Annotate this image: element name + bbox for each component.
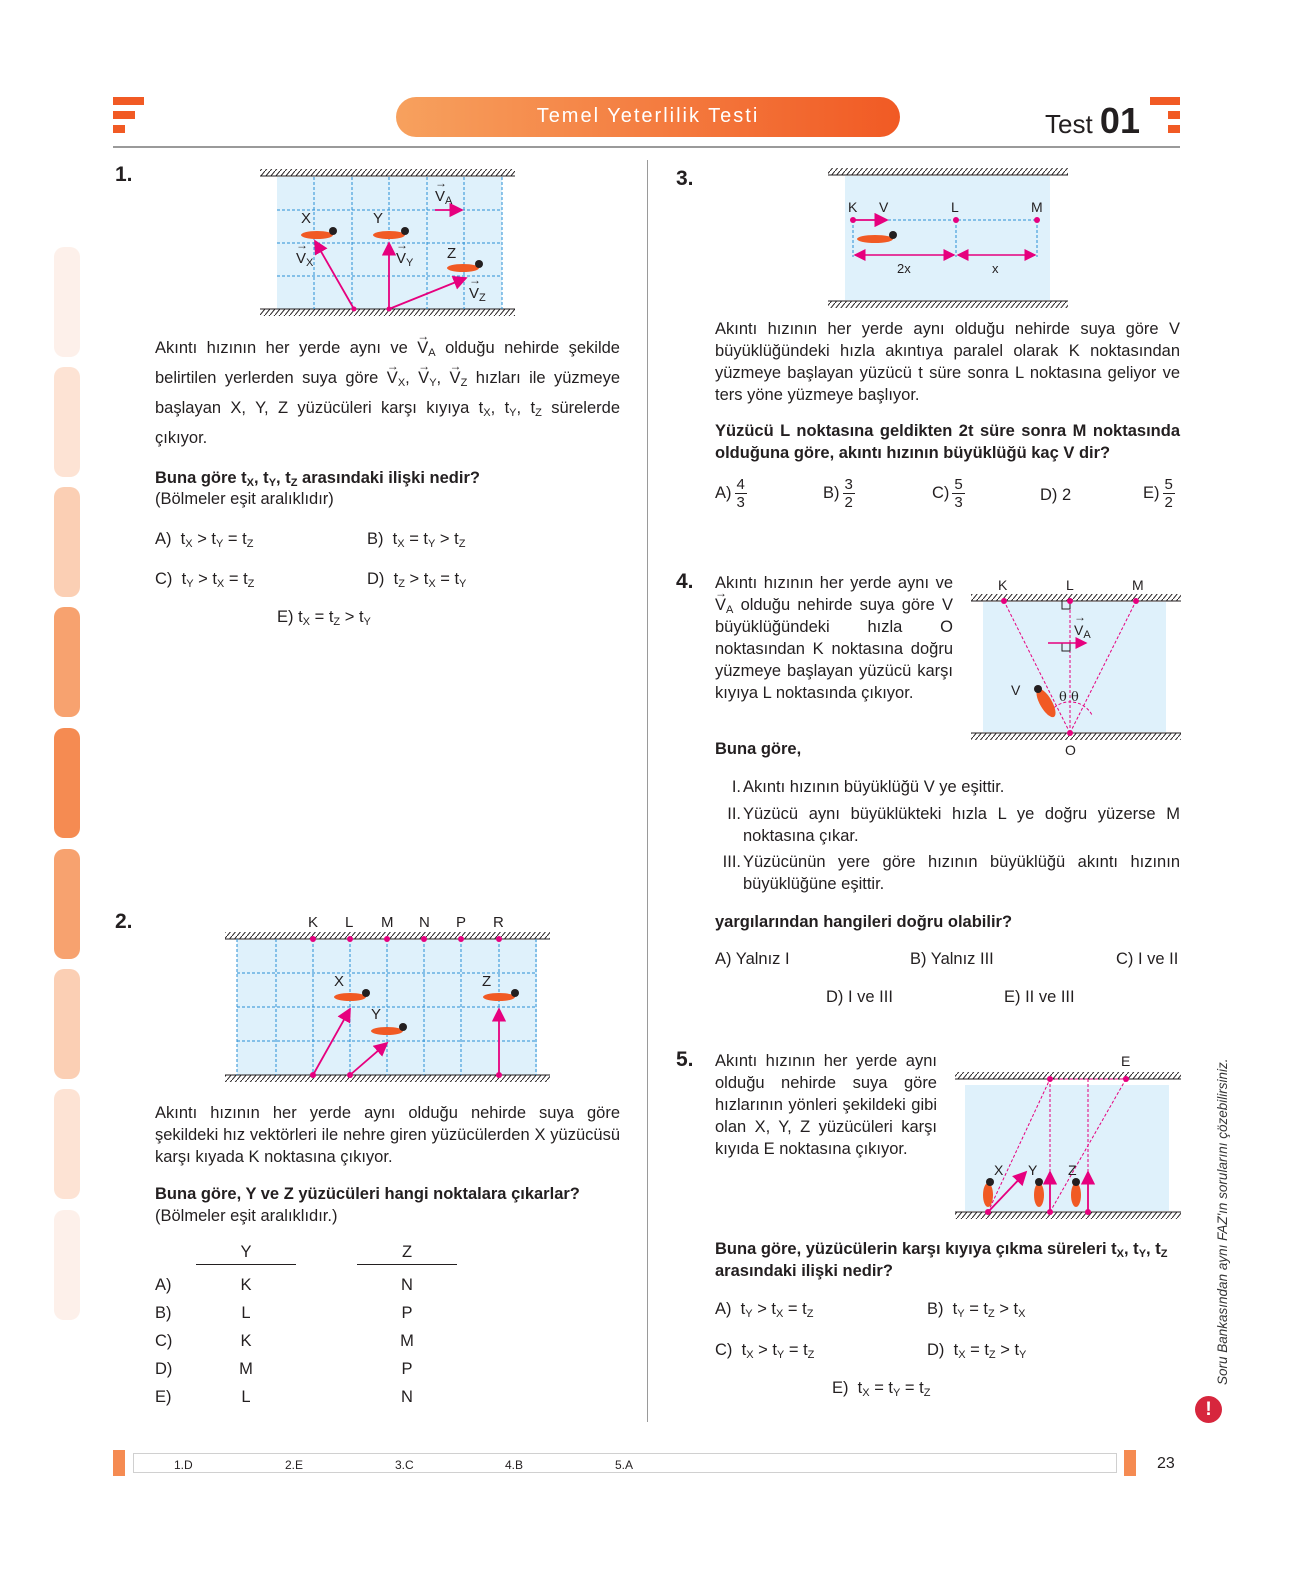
q4-text-c: olduğu nehirde suya (740, 596, 895, 614)
q2-point-p: P (456, 914, 467, 931)
q5-swimmer-x: X (994, 1162, 1004, 1178)
q2-swimmer-z: Z (482, 973, 492, 990)
q2-col-y: Y (196, 1243, 296, 1265)
q4-statement-3: Yüzücünün yere göre hızının büyüklüğü akıntı hızının büyüklüğüne eşittir. (743, 853, 1180, 893)
header-rule (113, 146, 1180, 148)
q2-point-m: M (381, 914, 394, 931)
q3-option-e-den: 2 (1164, 494, 1173, 511)
q2-option-e-y: L (241, 1388, 251, 1406)
q1-va-symbol: → V (435, 188, 445, 205)
q2-option-d-label: D) (155, 1360, 173, 1378)
q2-question: Buna göre, Y ve Z yüzücüleri hangi noktalara çıkarlar? (155, 1185, 580, 1203)
q2-point-k: K (308, 914, 319, 931)
q4-text: Akıntı hızının her yerde aynı ve → $V_A$ olduğu nehirde suya göre V büyüklüğündeki hızla O noktasından K noktasına doğru yüzmeye başlayan yüzücü karşı kıyıya L noktasında çıkıyor. (715, 572, 953, 704)
q4-number: 4. (676, 570, 694, 593)
q1-option-e-label: E) (277, 608, 294, 626)
answer-5: 5.A (615, 1458, 634, 1472)
q3-option-e[interactable] (1143, 476, 1175, 511)
q1-text-d: hızları ile yüzmeye (475, 369, 621, 387)
q4-va-symbol: → V (1074, 622, 1083, 638)
q2-swimmer-y: Y (371, 1006, 382, 1023)
logo-right (1150, 97, 1182, 137)
q1-label-vx: → $V_X$ (296, 250, 313, 267)
q3-distance-x: x (992, 261, 999, 276)
q5-option-b[interactable]: B) $t_Y = t_Z > t_X$ (927, 1300, 1026, 1320)
q3-option-b-num: 3 (844, 476, 853, 493)
q4-statement-1-num: I. (731, 778, 741, 796)
q3-option-b-den: 2 (844, 494, 853, 511)
q3-option-c-label: C) (932, 483, 950, 502)
q5-number: 5. (676, 1048, 694, 1071)
alert-icon: ! (1195, 1396, 1222, 1423)
page-number: 23 (1157, 1455, 1175, 1472)
test-number: 01 (1099, 100, 1140, 141)
side-tab (54, 969, 80, 1079)
q5-question: Buna göre, yüzücülerin karşı kıyıya çıkma süreleri $t_X$, $t_Y$, $t_Z$ arasındaki ilişki nedir? (715, 1240, 1168, 1280)
q5-swimmer-z: Z (1068, 1162, 1077, 1178)
q1-option-c[interactable]: C) $t_Y > t_X = t_Z$ (155, 570, 255, 590)
side-note: Soru Bankasından aynı FAZ'ın sorularını çözebilirsiniz. (1215, 1058, 1230, 1385)
q4-label-theta: θ θ (1059, 690, 1079, 705)
q4-option-a[interactable]: A) Yalnız I (715, 950, 790, 968)
q5-option-e-label: E) (832, 1379, 849, 1397)
q5-option-e[interactable]: E) $t_X = t_Y = t_Z$ (832, 1379, 931, 1399)
q2-swimmer-x: X (334, 973, 345, 990)
answer-3: 3.C (395, 1458, 414, 1472)
q4-option-c[interactable]: C) I ve II (1116, 950, 1179, 968)
q3-option-a[interactable] (715, 476, 747, 511)
q4-option-b[interactable]: B) Yalnız III (910, 950, 994, 968)
footer-left-bar (113, 1450, 125, 1476)
side-tab (54, 247, 80, 357)
q1-label-z: Z (447, 245, 457, 262)
q5-text: Akıntı hızının her yerde aynı olduğu nehirde suya göre hızlarının yönleri şekildeki gibi olan X, Y, Z yüzücüleri karşı kıyıda E noktasına çıkıyor. (715, 1052, 937, 1158)
q5-option-a[interactable]: A) $t_Y > t_X = t_Z$ (715, 1300, 814, 1320)
q5-option-d[interactable]: D) $t_X = t_Z > t_Y$ (927, 1341, 1027, 1361)
q2-point-l: L (345, 914, 354, 931)
q5-option-c[interactable]: C) $t_X > t_Y = t_Z$ (715, 1341, 815, 1361)
q4-text-d: göre V büyüklüğündeki hızla O noktasından K noktasına doğru yüzmeye başlayan yüzücü karşı kıyıya L noktasında çıkıyor. (715, 596, 953, 702)
q1-option-a[interactable]: A) $t_X > t_Y = t_Z$ (155, 530, 254, 550)
q3-question: Yüzücü L noktasına geldikten 2t süre sonra M noktasında olduğuna göre, akıntı hızının büyüklüğü kaç V dir? (715, 422, 1180, 462)
q3-option-e-label: E) (1143, 483, 1160, 502)
footer-right-bar (1124, 1450, 1136, 1476)
q2-point-r: R (493, 914, 504, 931)
q4-statement-1: Akıntı hızının büyüklüğü V ye eşittir. (743, 778, 1005, 796)
q4-option-d[interactable]: D) I ve III (826, 988, 893, 1006)
q2-option-a-z: N (401, 1276, 413, 1294)
q1-label-vz: → $V_Z$ (469, 285, 486, 302)
q1-vz-symbol: → V (469, 285, 479, 302)
side-tab (54, 487, 80, 597)
q2-option-a-label: A) (155, 1276, 172, 1294)
q2-option-d-z: P (401, 1360, 413, 1378)
q1-option-b[interactable]: B) $t_X = t_Y > t_Z$ (367, 530, 466, 550)
q4-label-va: → $V_A$ (1074, 622, 1091, 638)
q1-text: Akıntı hızının her yerde aynı ve → $V_A$ olduğu nehirde şekilde belirtilen yerlerden suya göre → $V_X$, → $V_Y$, → $V_Z$ hızları ile yüzmeye başlayan X, Y, Z yüzücüleri karşı kıyıya $t_X$, $t_Y$, $t_Z$ sürelerde çıkıyor. (155, 333, 620, 453)
answer-2: 2.E (285, 1458, 304, 1472)
q1-option-d-label: D) (367, 570, 385, 588)
q1-ask: Buna göre t (155, 469, 247, 487)
q1-note: (Bölmeler eşit aralıklıdır) (155, 490, 334, 508)
q2-option-b-y: L (241, 1304, 251, 1322)
q1-ask2: arasındaki ilişki nedir? (302, 469, 480, 487)
q4-point-k: K (998, 577, 1008, 593)
q3-text: Akıntı hızının her yerde aynı olduğu nehirde suya göre V büyüklüğündeki hızla akıntıya paralel olarak K noktasından yüzmeye başlayan yüzücü t süre sonra L noktasına geliyor ve ters yöne yüzmeye başlıyor. (715, 320, 1180, 404)
q3-label-v: V (879, 199, 889, 215)
q5-option-c-label: C) (715, 1341, 733, 1359)
banner-title: Temel Yeterlilik Testi (536, 105, 760, 127)
q3-point-l: L (951, 199, 959, 215)
side-tab (54, 728, 80, 838)
q3-option-c-num: 5 (954, 476, 963, 493)
q2-text: Akıntı hızının her yerde aynı olduğu nehirde suya göre şekildeki hız vektörleri ile nehre giren yüzücülerden X yüzücüsü karşı kıyada K noktasına çıkıyor. (155, 1104, 620, 1166)
q4-text-b: ve (935, 574, 953, 592)
q2-option-e-label: E) (155, 1388, 172, 1406)
q2-option-c-y: K (240, 1332, 252, 1350)
q2-figure (222, 930, 552, 1082)
q2-option-c-z: M (400, 1332, 414, 1350)
q5-option-a-label: A) (715, 1300, 732, 1318)
q4-point-l: L (1066, 577, 1074, 593)
q3-figure (825, 165, 1070, 310)
q5-figure (952, 1050, 1184, 1225)
q2-option-b-label: B) (155, 1304, 172, 1322)
q4-statement-3-num: III. (722, 853, 741, 871)
q1-label-va: → $V_A$ (435, 188, 452, 205)
q1-option-b-label: B) (367, 530, 384, 548)
q2-col-z: Z (357, 1243, 457, 1265)
q5-swimmer-y: Y (1028, 1162, 1038, 1178)
q4-point-m: M (1132, 577, 1144, 593)
q2-number: 2. (115, 910, 133, 933)
q1-option-d[interactable]: D) $t_Z > t_X = t_Y$ (367, 570, 467, 590)
q5-ask: Buna göre, yüzücülerin karşı kıyıya çıkma süreleri t (715, 1240, 1117, 1258)
q3-point-k: K (848, 199, 858, 215)
q4-text-a: Akıntı hızının her yerde aynı (715, 574, 930, 592)
q3-option-a-den: 3 (736, 494, 745, 511)
q3-option-b[interactable] (823, 476, 855, 511)
q1-text-f: sürelerde (551, 399, 620, 417)
q3-option-d-value: 2 (1062, 486, 1072, 504)
q1-vx-symbol: → V (296, 250, 306, 267)
q4-statement-2-num: II. (727, 805, 741, 823)
q4-question-2: yargılarından hangileri doğru olabilir? (715, 913, 1013, 931)
q2-option-c-label: C) (155, 1332, 173, 1350)
q3-option-a-num: 4 (736, 476, 745, 493)
answer-1: 1.D (174, 1458, 193, 1472)
q2-point-n: N (419, 914, 430, 931)
q1-option-a-label: A) (155, 530, 172, 548)
q1-label-vy: → $V_Y$ (396, 250, 413, 267)
test-word: Test (1045, 109, 1093, 139)
q2-option-b-z: P (401, 1304, 413, 1322)
q3-number: 3. (676, 167, 694, 190)
test-label (1045, 100, 1140, 142)
q5-point-e: E (1121, 1053, 1131, 1069)
q5-option-b-label: B) (927, 1300, 944, 1318)
q1-option-e[interactable]: E) $t_X = t_Z > t_Y$ (277, 608, 371, 628)
q3-option-a-label: A) (715, 483, 732, 502)
q2-option-d-y: M (239, 1360, 253, 1378)
q4-statement-2: Yüzücü aynı büyüklükteki hızla L ye doğru yüzerse M noktasına çıkar. (743, 805, 1180, 845)
q4-option-e[interactable]: E) II ve III (1004, 988, 1075, 1006)
q1-text-g: çıkıyor. (155, 429, 208, 447)
q4-figure (968, 575, 1183, 760)
logo-left (113, 97, 145, 137)
answer-4: 4.B (505, 1458, 524, 1472)
q3-point-m: M (1031, 199, 1043, 215)
q5-ask2: arasındaki ilişki nedir? (715, 1262, 893, 1280)
q3-distance-2x: 2x (897, 261, 911, 276)
q4-question: Buna göre, (715, 740, 802, 758)
q3-option-c[interactable] (932, 476, 965, 511)
q2-option-a-y: K (240, 1276, 252, 1294)
q5-option-d-label: D) (927, 1341, 945, 1359)
column-divider (647, 160, 648, 1422)
q1-text-a: Akıntı hızının her yerde aynı ve (155, 339, 408, 357)
q1-vy-symbol: → V (396, 250, 406, 267)
q3-option-d[interactable] (1040, 486, 1071, 505)
side-tab (54, 367, 80, 477)
side-tab (54, 1089, 80, 1199)
q3-option-b-label: B) (823, 483, 840, 502)
side-tab (54, 849, 80, 959)
q2-note: (Bölmeler eşit aralıklıdır.) (155, 1207, 338, 1225)
q1-text-e: başlayan X, Y, Z yüzücüleri karşı kıyıya (155, 399, 470, 417)
q2-option-e-z: N (401, 1388, 413, 1406)
q4-point-o: O (1065, 742, 1076, 758)
q1-option-c-label: C) (155, 570, 173, 588)
q1-question: Buna göre $t_X$, $t_Y$, $t_Z$ arasındaki ilişki nedir? (155, 469, 480, 489)
q3-option-d-label: D) (1040, 486, 1058, 504)
q1-label-x: X (301, 210, 312, 227)
q1-label-y: Y (373, 210, 384, 227)
side-tab (54, 1210, 80, 1320)
q4-label-v: V (1011, 682, 1021, 698)
q3-option-e-num: 5 (1164, 476, 1173, 493)
q3-option-c-den: 3 (954, 494, 963, 511)
q1-number: 1. (115, 163, 133, 186)
q1-text-b: olduğu nehirde şekilde (445, 339, 620, 357)
side-tab (54, 607, 80, 717)
q1-text-c: belirtilen yerlerden suya göre (155, 369, 379, 387)
